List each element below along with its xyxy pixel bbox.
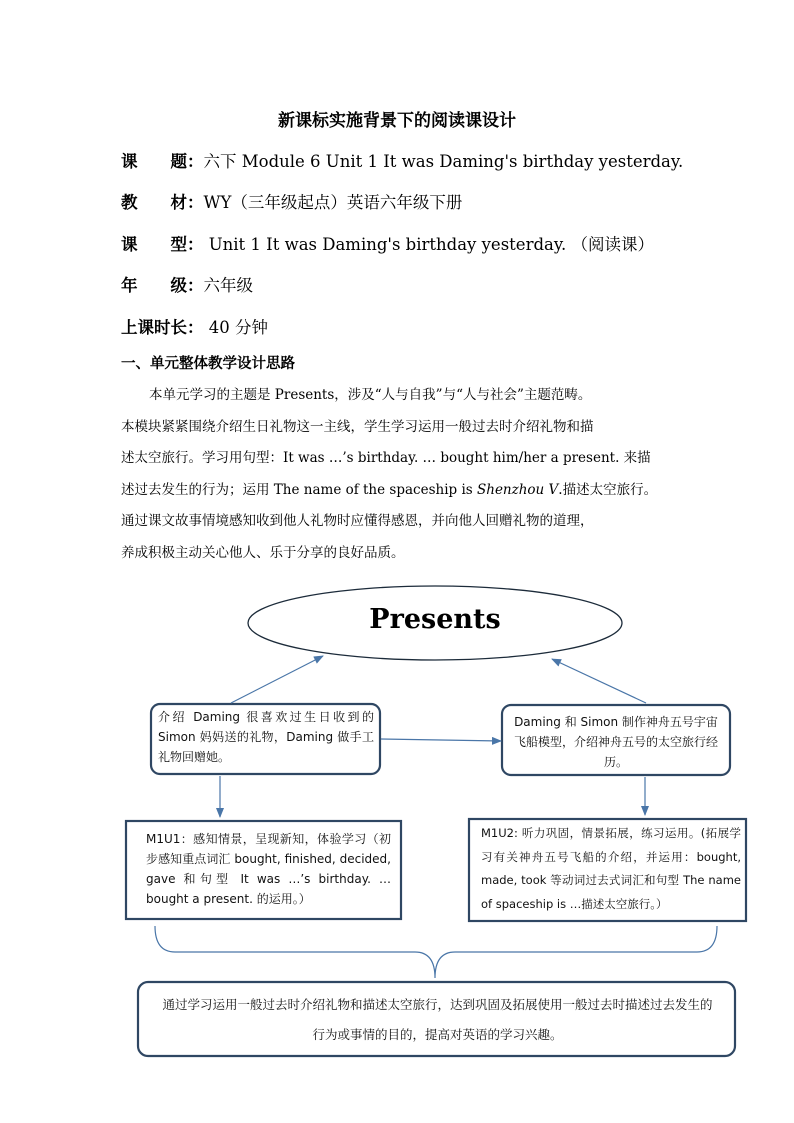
arrow-right-to-center bbox=[552, 659, 646, 703]
meta-type-label: 课 型： bbox=[121, 235, 204, 254]
paragraph-line: 述太空旅行。学习用句型：It was …’s birthday. … bought him/her a present. 来描 bbox=[121, 450, 651, 466]
meta-topic-value: 六下 Module 6 Unit 1 It was Daming's birthday yesterday. bbox=[203, 152, 684, 171]
meta-textbook-value: WY（三年级起点）英语六年级下册 bbox=[203, 193, 463, 212]
meta-grade-value: 六年级 bbox=[203, 276, 253, 295]
paragraph-line-part: .描述太空旅行。 bbox=[558, 481, 658, 498]
paragraph-line: 本模块紧紧围绕介绍生日礼物这一主线，学生学习运用一般过去时介绍礼物和描 bbox=[121, 418, 594, 435]
meta-duration-value: 40 分钟 bbox=[203, 318, 268, 337]
paragraph-line: 本单元学习的主题是 Presents，涉及“人与自我”与“人与社会”主题范畴。 bbox=[149, 387, 592, 403]
meta-topic-label: 课 题： bbox=[121, 152, 204, 171]
presents-label: Presents bbox=[369, 604, 501, 635]
left-top-box: 介绍 Daming 很喜欢过生日收到的 Simon 妈妈送的礼物，Daming 做手工礼物回赠她。 bbox=[158, 710, 374, 764]
paragraph-line: 养成积极主动关心他人、乐于分享的良好品质。 bbox=[121, 544, 405, 561]
meta-grade-label: 年 级： bbox=[121, 276, 204, 295]
meta-duration-label: 上课时长： bbox=[121, 318, 204, 337]
paragraph-line: 通过课文故事情境感知收到他人礼物时应懂得感恩，并向他人回赠礼物的道理， bbox=[121, 513, 594, 529]
right-bottom-box: M1U2: 听力巩固，情景拓展，练习运用。(拓展学习有关神舟五号飞船的介绍，并运用：bought, made, took 等动词过去式词汇和句型 The name of spaceship is …描述太空旅行。） bbox=[481, 826, 741, 911]
left-bottom-box: M1U1：感知情景，呈现新知，体验学习（初步感知重点词汇 bought, finished, decided, gave 和句型 It was …’s birthday. … bought a present. 的运用。） bbox=[146, 832, 391, 906]
meta-textbook-label: 教 材： bbox=[121, 193, 204, 212]
page-title: 新课标实施背景下的阅读课设计 bbox=[278, 111, 516, 131]
right-top-box: Daming 和 Simon 制作神舟五号宇宙飞船模型，介绍神舟五号的太空旅行经历。 bbox=[513, 715, 718, 769]
paragraph-line-part: 述过去发生的行为；运用 The name of the spaceship is bbox=[121, 481, 477, 498]
meta-type-value: Unit 1 It was Daming's birthday yesterday. （阅读课） bbox=[203, 235, 654, 254]
combine-brace bbox=[155, 926, 717, 978]
summary-box: 通过学习运用一般过去时介绍礼物和描述太空旅行，达到巩固及拓展使用一般过去时描述过去发生的行为或事情的目的，提高对英语的学习兴趣。 bbox=[162, 997, 713, 1042]
section-heading: 一、单元整体教学设计思路 bbox=[121, 355, 295, 372]
paragraph-italic-term: Shenzhou V bbox=[477, 481, 559, 498]
arrow-left-to-right bbox=[381, 739, 501, 741]
arrow-left-to-center bbox=[231, 656, 323, 703]
